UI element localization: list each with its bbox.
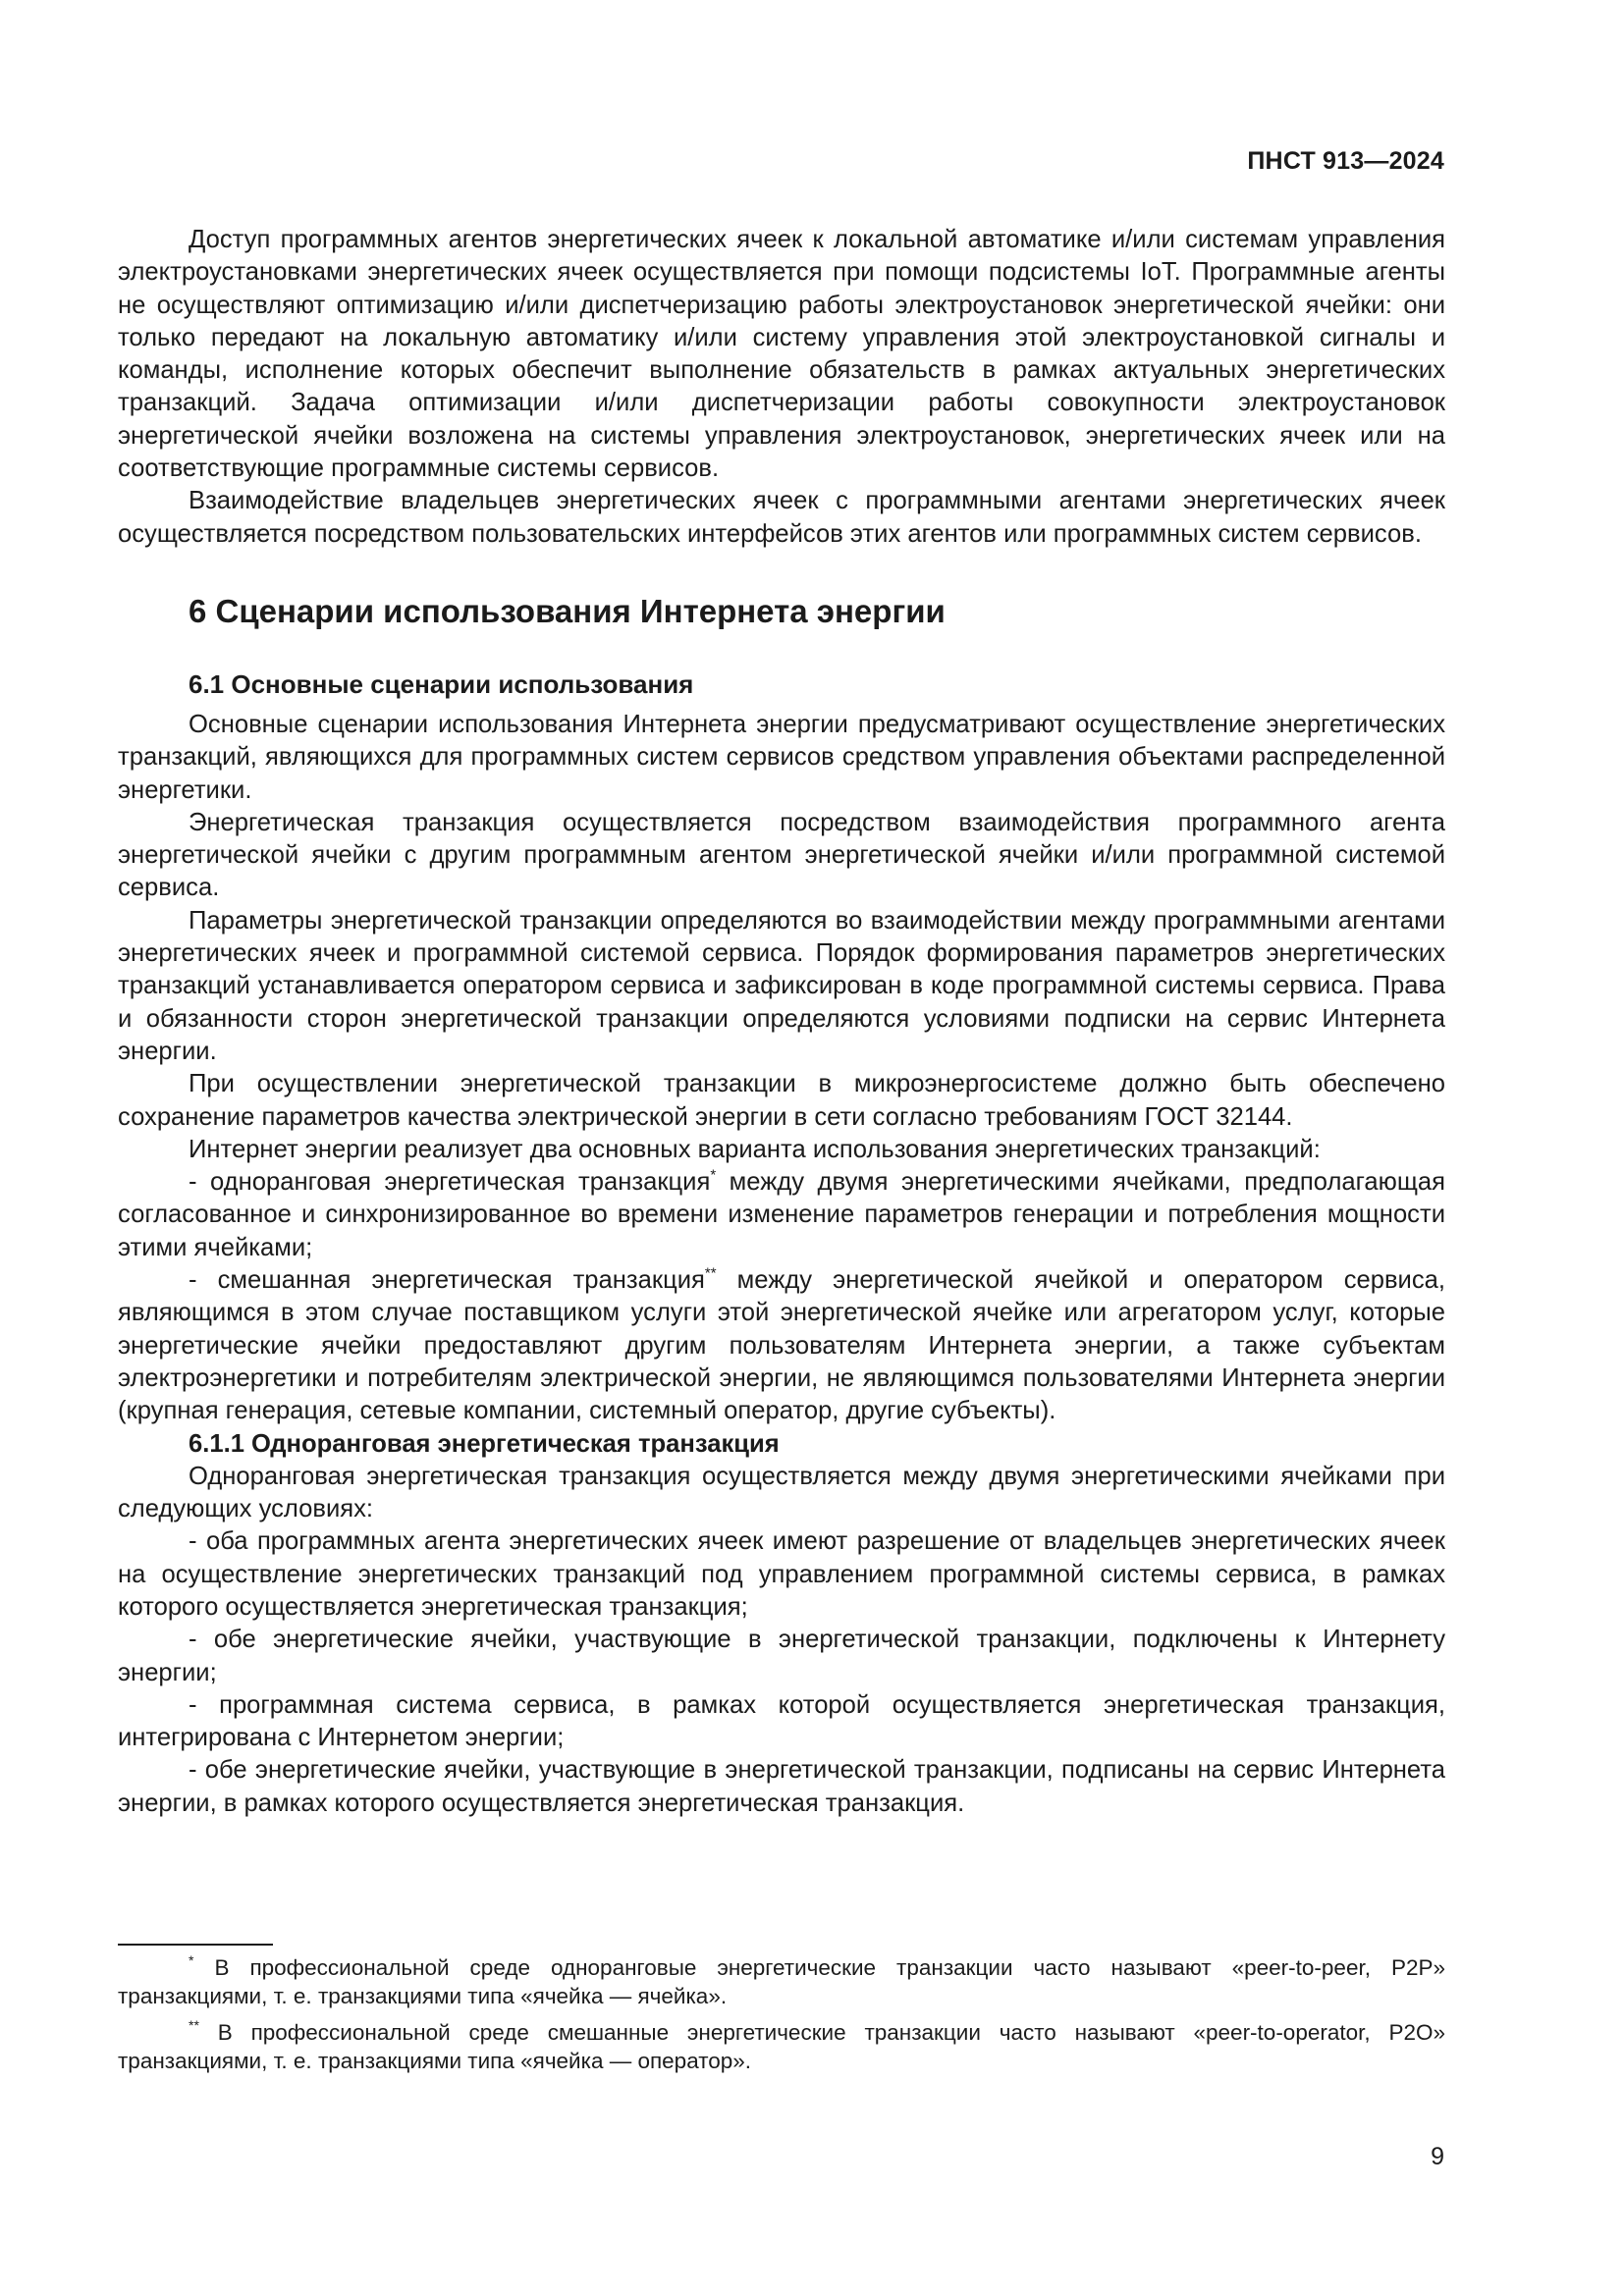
document-code: ПНСТ 913—2024 <box>1247 147 1444 175</box>
footnote-ref: ** <box>704 1264 717 1282</box>
footnote-mark: * <box>189 1952 194 1969</box>
page-number: 9 <box>1431 2143 1444 2170</box>
list-item-text: - одноранговая энергетическая транзакция <box>189 1168 711 1197</box>
list-item <box>118 1264 1445 1427</box>
footnote <box>118 1953 1445 2010</box>
footnote-text: В профессиональной среде одноранговые энергетические транзакции часто называют «peer-to-peer, P2P» транзакциями, т. е. транзакциями типа «ячейка — ячейка». <box>118 1955 1445 2008</box>
subsubsection-heading: 6.1.1 Одноранговая энергетическая транзакция <box>189 1429 780 1458</box>
list-item-text: между энергетической ячейкой и оператором сервиса, являющимся в этом случае поставщиком услуги этой энергетической ячейке или агрегатором услуг, которые энергетические ячейки предоставляют другим пользователям Интернета энергии, а также субъектам электроэнергетики и потребителям электрической энергии, не являющимся пользователями Интернета энергии (крупная генерация, сетевые компании, системный оператор, другие субъекты). <box>118 1266 1445 1425</box>
list-item-text: - смешанная энергетическая транзакция <box>189 1266 705 1295</box>
list-item: - обе энергетические ячейки, участвующие в энергетической транзакции, подписаны на сервис Интернета энергии, в рамках которого осуществляется энергетическая транзакция. <box>118 1756 1445 1817</box>
list-item: - программная система сервиса, в рамках которой осуществляется энергетическая транзакция, интегрирована с Интернетом энергии; <box>118 1690 1445 1752</box>
paragraph: Взаимодействие владельцев энергетических ячеек с программными агентами энергетических ячеек осуществляется посредством пользовательских интерфейсов этих агентов или программных систем сервисов. <box>118 487 1445 548</box>
subsection-heading: 6.1 Основные сценарии использования <box>189 668 694 699</box>
paragraph: Основные сценарии использования Интернета энергии предусматривают осуществление энергетических транзакций, являющихся для программных систем сервисов средством управления объектами распределенной энергетики. <box>118 710 1445 804</box>
list-item <box>118 1166 1445 1264</box>
footnote-mark: ** <box>189 2017 199 2034</box>
paragraph: Параметры энергетической транзакции определяются во взаимодействии между программными агентами энергетических ячеек и программной системой сервиса. Порядок формирования параметров энергетических транзакций устанавливается оператором сервиса и зафиксирован в коде программной системы сервиса. Права и обязанности сторон энергетической транзакции определяются условиями подписки на сервис Интернета энергии. <box>118 906 1445 1065</box>
footnote <box>118 2018 1445 2075</box>
footnote-divider <box>118 1944 273 1946</box>
footnote-ref: * <box>710 1166 717 1184</box>
section-heading: 6 Сценарии использования Интернета энергии <box>189 592 946 629</box>
paragraph: При осуществлении энергетической транзакции в микроэнергосистеме должно быть обеспечено сохранение параметров качества электрической энергии в сети согласно требованиям ГОСТ 32144. <box>118 1070 1445 1131</box>
footnote-text: В профессиональной среде смешанные энергетические транзакции часто называют «peer-to-operator, P2O» транзакциями, т. е. транзакциями типа «ячейка — оператор». <box>118 2020 1445 2073</box>
footnotes <box>118 1953 1445 2083</box>
page-body <box>118 224 1445 1820</box>
list-item: - обе энергетические ячейки, участвующие в энергетической транзакции, подключены к Интернету энергии; <box>118 1626 1445 1686</box>
paragraph: Энергетическая транзакция осуществляется посредством взаимодействия программного агента энергетической ячейки с другим программным агентом энергетической ячейки и/или программной системой сервиса. <box>118 808 1445 902</box>
list-item: - оба программных агента энергетических ячеек имеют разрешение от владельцев энергетических ячеек на осуществление энергетических транзакций под управлением программной системы сервиса, в рамках которого осуществляется энергетическая транзакция; <box>118 1527 1445 1621</box>
paragraph: Интернет энергии реализует два основных варианта использования энергетических транзакций: <box>189 1135 1321 1163</box>
list-item-text: между двумя энергетическими ячейками, предполагающая согласованное и синхронизированное во времени изменение параметров генерации и потребления мощности этими ячейками; <box>118 1168 1445 1261</box>
paragraph: Одноранговая энергетическая транзакция осуществляется между двумя энергетическими ячейками при следующих условиях: <box>118 1462 1445 1523</box>
paragraph: Доступ программных агентов энергетических ячеек к локальной автоматике и/или системам управления электроустановками энергетических ячеек осуществляется при помощи подсистемы IoT. Программные агенты не осуществляют оптимизацию и/или диспетчеризацию работы электроустановок энергетической ячейки: они только передают на локальную автоматику и/или систему управления этой электроустановкой сигналы и команды, исполнение которых обеспечит выполнение обязательств в рамках актуальных энергетических транзакций. Задача оптимизации и/или диспетчеризации работы совокупности электроустановок энергетической ячейки возложена на системы управления электроустановок, энергетических ячеек или на соответствующие программные системы сервисов. <box>118 226 1445 483</box>
